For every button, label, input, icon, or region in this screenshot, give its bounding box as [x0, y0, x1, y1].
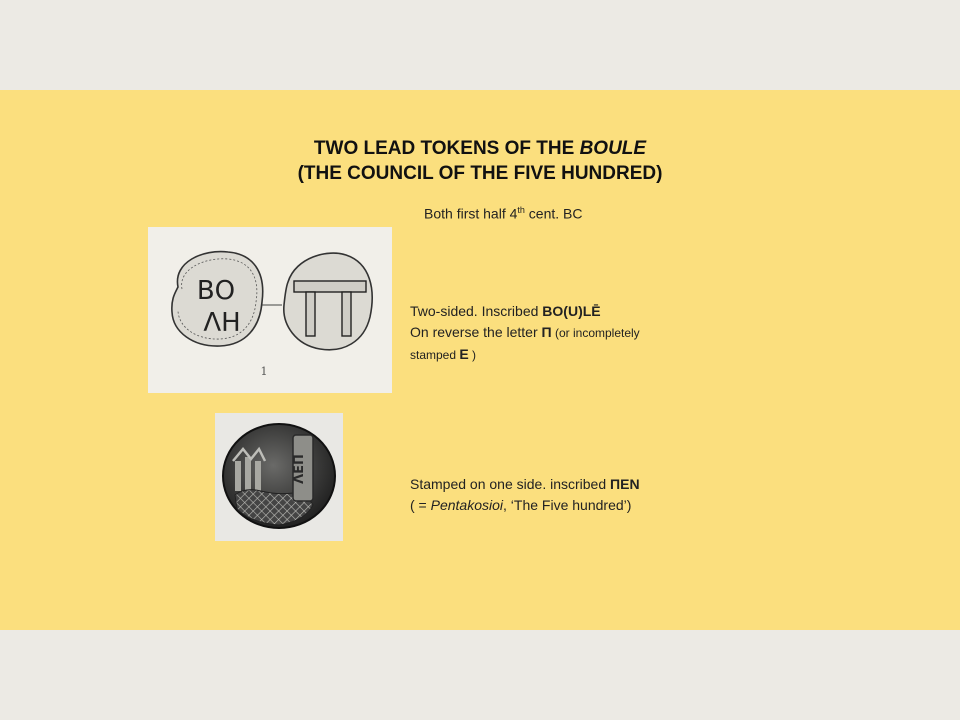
token-1-reverse-letter: Π: [541, 324, 552, 340]
token-1-desc-line-2: [410, 322, 640, 344]
token-1-drawing: [148, 227, 392, 393]
token-1-alt-letter: E: [459, 346, 469, 362]
token-2-desc-line-1: [410, 474, 640, 495]
token-2-inscription-glyphs: ΛΕΠ: [292, 454, 307, 484]
token-1-desc-line-3-text: stamped: [410, 348, 460, 362]
token-2-photo: [215, 413, 343, 541]
token-1-desc-line-2-text: On reverse the letter: [410, 324, 542, 340]
token-1-inscription: BO(U)LĒ: [542, 303, 601, 319]
token-2-desc-line-2-suffix: , ‘The Five hundred’): [503, 497, 632, 513]
reverse-disc: [284, 253, 372, 350]
token-1-desc-line-1-text: Two-sided. Inscribed: [410, 303, 543, 319]
date-superscript: th: [517, 205, 525, 215]
token-1-desc-line-1: [410, 301, 640, 322]
top-margin-band: [0, 0, 960, 90]
title-line-1: [260, 136, 700, 161]
pi-right-leg: [342, 292, 351, 336]
token-2-inscription: ΠΕΝ: [610, 476, 640, 492]
token-1-description: [410, 301, 640, 366]
figure-number: 1: [260, 365, 268, 378]
date-suffix: cent. BC: [524, 205, 583, 222]
slide-title: [260, 136, 700, 186]
token-2-pentakosioi: Pentakosioi: [430, 497, 504, 513]
token-1-image: [148, 227, 392, 393]
date-prefix: Both first half 4: [424, 205, 518, 222]
obverse-letters-bottom: ΛΗ: [203, 308, 241, 338]
token-1-desc-line-2-note: (or incompletely: [551, 326, 640, 340]
emblem-bar-2: [245, 457, 251, 491]
token-2-description: [410, 474, 640, 516]
token-2-image: [215, 413, 343, 541]
token-2-desc-line-2-prefix: ( =: [410, 497, 431, 513]
title-line-1-text: TWO LEAD TOKENS OF THE: [313, 138, 580, 159]
date-caption: [424, 205, 583, 222]
token-1-desc-line-3: [410, 344, 640, 366]
title-line-2: (THE COUNCIL OF THE FIVE HUNDRED): [297, 163, 663, 184]
token-1-desc-line-3-end: ): [468, 348, 477, 362]
pi-left-leg: [306, 292, 315, 336]
token-2-desc-line-1-text: Stamped on one side. inscribed: [410, 476, 611, 492]
emblem-bar-3: [255, 461, 261, 491]
emblem-bar-1: [235, 461, 241, 491]
token-2-desc-line-2: [410, 495, 640, 516]
obverse-letters-top: ΒΟ: [196, 276, 236, 306]
title-line-1-italic: BOULE: [579, 138, 647, 159]
bottom-margin-band: [0, 630, 960, 720]
pi-crossbar: [294, 281, 366, 292]
